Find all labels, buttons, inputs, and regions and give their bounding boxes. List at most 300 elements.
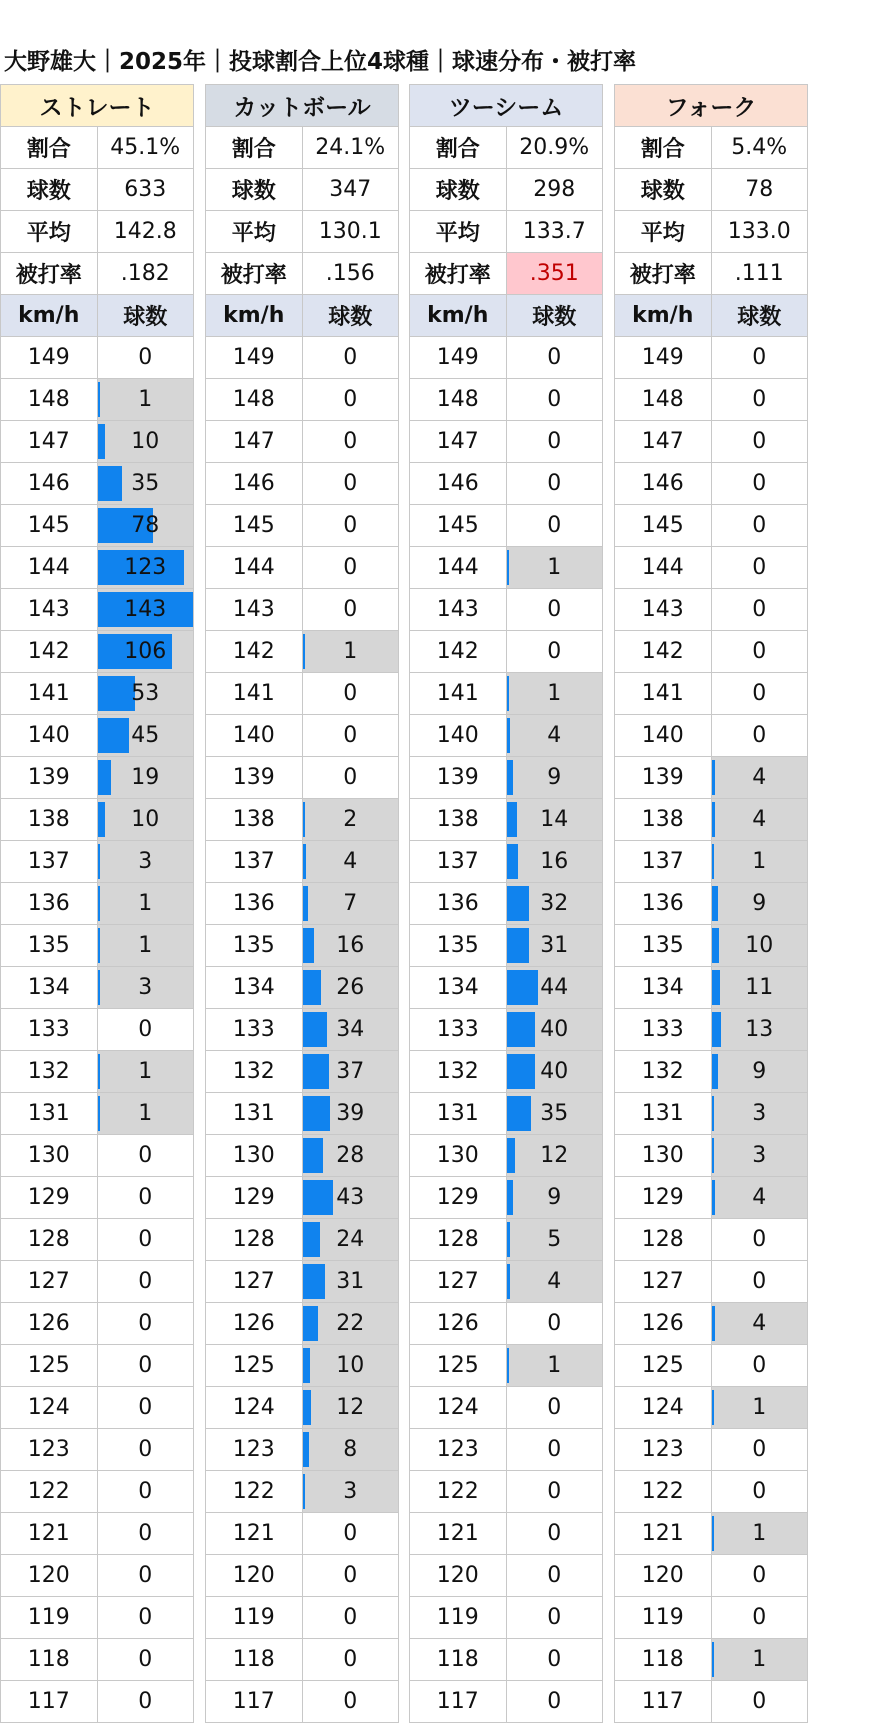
pitch-name: カットボール: [206, 85, 399, 127]
count-value: 5: [547, 1227, 562, 1252]
count-bar: [98, 970, 100, 1005]
table-row: [1, 589, 194, 631]
count-bar: [303, 1348, 310, 1383]
speed-cell: 148: [1, 379, 98, 421]
count-value: 0: [343, 597, 358, 622]
pitch-table: [205, 84, 399, 1723]
count-cell: [506, 547, 603, 589]
table-row: [206, 421, 399, 463]
count-value: 0: [138, 1605, 153, 1630]
count-value: 31: [540, 933, 569, 958]
count-value: 13: [745, 1017, 774, 1042]
count-bar: [507, 1012, 535, 1047]
speed-cell: 140: [615, 715, 712, 757]
count-cell: [711, 1261, 808, 1303]
speed-cell: 128: [206, 1219, 303, 1261]
count-value: 0: [547, 639, 562, 664]
count-value: 0: [343, 471, 358, 496]
count-value: 12: [336, 1395, 365, 1420]
count-bar: [98, 1096, 100, 1131]
count-value: 0: [752, 555, 767, 580]
count-cell: [506, 1345, 603, 1387]
count-cell: [506, 715, 603, 757]
stat-label: 被打率: [410, 253, 507, 295]
speed-cell: 139: [410, 757, 507, 799]
count-cell: [711, 1471, 808, 1513]
speed-cell: 123: [410, 1429, 507, 1471]
count-value: 9: [752, 891, 767, 916]
speed-cell: 121: [615, 1513, 712, 1555]
speed-cell: 118: [410, 1639, 507, 1681]
table-row: [615, 1345, 808, 1387]
count-cell: [711, 925, 808, 967]
speed-cell: 135: [1, 925, 98, 967]
stat-value-ratio: 5.4%: [711, 127, 808, 169]
count-cell: [506, 1555, 603, 1597]
table-row: [1, 1261, 194, 1303]
stat-label: 割合: [410, 127, 507, 169]
table-row: [410, 1177, 603, 1219]
table-row: [206, 1345, 399, 1387]
count-value: 0: [752, 513, 767, 538]
speed-cell: 141: [1, 673, 98, 715]
count-cell: [97, 589, 194, 631]
table-row: [1, 1429, 194, 1471]
count-cell: [711, 1009, 808, 1051]
table-row: [615, 1303, 808, 1345]
speed-cell: 132: [615, 1051, 712, 1093]
table-row: [1, 1093, 194, 1135]
table-row: [206, 547, 399, 589]
table-row: [1, 1345, 194, 1387]
speed-cell: 126: [615, 1303, 712, 1345]
count-cell: [97, 421, 194, 463]
count-cell: [97, 883, 194, 925]
count-value: 43: [336, 1185, 365, 1210]
speed-cell: 148: [410, 379, 507, 421]
count-value: 0: [343, 1689, 358, 1714]
count-cell: [302, 547, 399, 589]
table-row: [615, 1051, 808, 1093]
count-value: 0: [752, 639, 767, 664]
count-value: 0: [547, 1521, 562, 1546]
count-column-header: 球数: [711, 295, 808, 337]
count-cell: [97, 1135, 194, 1177]
speed-cell: 149: [615, 337, 712, 379]
table-row: [206, 1639, 399, 1681]
speed-cell: 137: [615, 841, 712, 883]
table-row: [206, 1093, 399, 1135]
count-bar: [712, 1642, 714, 1677]
speed-cell: 128: [410, 1219, 507, 1261]
speed-cell: 140: [410, 715, 507, 757]
speed-cell: 142: [206, 631, 303, 673]
count-value: 0: [343, 1605, 358, 1630]
count-bar: [712, 1054, 718, 1089]
table-row: [615, 1009, 808, 1051]
speed-cell: 117: [615, 1681, 712, 1723]
table-row: [206, 1261, 399, 1303]
table-row: [206, 631, 399, 673]
stat-label: 平均: [410, 211, 507, 253]
speed-cell: 128: [615, 1219, 712, 1261]
speed-cell: 124: [615, 1387, 712, 1429]
count-cell: [506, 883, 603, 925]
count-bar: [507, 1096, 531, 1131]
table-row: [410, 673, 603, 715]
count-cell: [711, 1177, 808, 1219]
count-cell: [506, 1093, 603, 1135]
count-cell: [302, 631, 399, 673]
count-value: 0: [752, 429, 767, 454]
count-value: 44: [540, 975, 569, 1000]
speed-cell: 125: [1, 1345, 98, 1387]
stat-label: 平均: [1, 211, 98, 253]
table-row: [1, 379, 194, 421]
stat-label: 球数: [615, 169, 712, 211]
count-cell: [97, 1681, 194, 1723]
count-value: 1: [138, 1101, 153, 1126]
table-row: [615, 421, 808, 463]
count-bar: [712, 1138, 714, 1173]
table-row: [615, 1135, 808, 1177]
count-value: 0: [547, 1689, 562, 1714]
count-bar: [303, 970, 321, 1005]
count-value: 26: [336, 975, 365, 1000]
table-row: [206, 673, 399, 715]
speed-cell: 148: [206, 379, 303, 421]
speed-cell: 132: [410, 1051, 507, 1093]
count-bar: [98, 382, 100, 417]
count-value: 0: [752, 1605, 767, 1630]
speed-cell: 144: [410, 547, 507, 589]
speed-cell: 138: [410, 799, 507, 841]
table-row: [1, 337, 194, 379]
count-value: 0: [138, 1521, 153, 1546]
count-cell: [711, 1093, 808, 1135]
count-value: 123: [124, 555, 167, 580]
table-row: [615, 337, 808, 379]
speed-cell: 129: [410, 1177, 507, 1219]
speed-cell: 146: [206, 463, 303, 505]
count-bar: [507, 1264, 510, 1299]
speed-cell: 127: [410, 1261, 507, 1303]
count-bar: [712, 1012, 721, 1047]
speed-cell: 122: [206, 1471, 303, 1513]
count-value: 0: [547, 1395, 562, 1420]
speed-cell: 137: [206, 841, 303, 883]
count-value: 0: [343, 1647, 358, 1672]
count-cell: [302, 1639, 399, 1681]
stat-value-hit-rate: .111: [711, 253, 808, 295]
count-value: 0: [138, 345, 153, 370]
count-cell: [97, 547, 194, 589]
count-cell: [711, 1219, 808, 1261]
count-value: 0: [138, 1437, 153, 1462]
speed-cell: 142: [1, 631, 98, 673]
speed-cell: 117: [410, 1681, 507, 1723]
count-value: 2: [343, 807, 358, 832]
table-row: [410, 1387, 603, 1429]
count-value: 40: [540, 1059, 569, 1084]
table-row: [1, 1555, 194, 1597]
count-cell: [97, 1513, 194, 1555]
count-bar: [712, 1516, 714, 1551]
table-row: [206, 1429, 399, 1471]
table-row: [206, 1303, 399, 1345]
table-row: [410, 1555, 603, 1597]
count-cell: [302, 1303, 399, 1345]
speed-cell: 135: [410, 925, 507, 967]
count-bar: [712, 1096, 714, 1131]
count-cell: [302, 925, 399, 967]
count-bar: [303, 844, 306, 879]
count-value: 24: [336, 1227, 365, 1252]
speed-cell: 135: [615, 925, 712, 967]
stat-value-avg: 130.1: [302, 211, 399, 253]
count-bar: [507, 928, 529, 963]
table-row: [615, 715, 808, 757]
stat-label: 被打率: [1, 253, 98, 295]
count-bar: [303, 1012, 327, 1047]
table-row: [410, 631, 603, 673]
count-value: 53: [131, 681, 160, 706]
count-cell: [711, 841, 808, 883]
count-cell: [506, 1177, 603, 1219]
table-row: [615, 673, 808, 715]
speed-cell: 121: [206, 1513, 303, 1555]
table-row: [206, 1051, 399, 1093]
count-value: 1: [752, 849, 767, 874]
count-value: 4: [752, 765, 767, 790]
speed-cell: 119: [1, 1597, 98, 1639]
count-cell: [97, 799, 194, 841]
table-row: [1, 1639, 194, 1681]
count-bar: [712, 970, 720, 1005]
count-bar: [507, 802, 517, 837]
table-row: [615, 1177, 808, 1219]
speed-cell: 133: [1, 1009, 98, 1051]
count-cell: [302, 1177, 399, 1219]
table-row: [410, 589, 603, 631]
count-value: 4: [343, 849, 358, 874]
count-cell: [302, 883, 399, 925]
count-value: 106: [124, 639, 167, 664]
speed-cell: 135: [206, 925, 303, 967]
stat-label: 被打率: [615, 253, 712, 295]
count-value: 0: [138, 1185, 153, 1210]
count-value: 3: [752, 1101, 767, 1126]
table-row: [1, 799, 194, 841]
speed-cell: 127: [615, 1261, 712, 1303]
table-row: [410, 1597, 603, 1639]
speed-cell: 124: [410, 1387, 507, 1429]
speed-cell: 132: [1, 1051, 98, 1093]
stat-label: 平均: [615, 211, 712, 253]
count-cell: [711, 1681, 808, 1723]
table-row: [206, 1597, 399, 1639]
stat-value-count: 78: [711, 169, 808, 211]
count-cell: [97, 1009, 194, 1051]
count-cell: [97, 1597, 194, 1639]
table-row: [1, 1597, 194, 1639]
table-row: [615, 463, 808, 505]
speed-cell: 146: [1, 463, 98, 505]
count-cell: [302, 799, 399, 841]
count-cell: [506, 757, 603, 799]
count-bar: [98, 676, 135, 711]
count-cell: [302, 757, 399, 799]
count-cell: [97, 1387, 194, 1429]
stat-value-avg: 142.8: [97, 211, 194, 253]
table-row: [410, 799, 603, 841]
speed-cell: 117: [206, 1681, 303, 1723]
count-value: 0: [547, 1605, 562, 1630]
count-cell: [302, 967, 399, 1009]
speed-cell: 141: [206, 673, 303, 715]
speed-cell: 119: [410, 1597, 507, 1639]
count-cell: [302, 841, 399, 883]
count-value: 0: [547, 1563, 562, 1588]
count-bar: [303, 1054, 329, 1089]
count-cell: [711, 757, 808, 799]
table-row: [1, 841, 194, 883]
count-value: 32: [540, 891, 569, 916]
count-value: 0: [752, 1563, 767, 1588]
count-cell: [97, 1471, 194, 1513]
count-value: 1: [547, 555, 562, 580]
speed-cell: 132: [206, 1051, 303, 1093]
speed-cell: 146: [410, 463, 507, 505]
count-value: 0: [138, 1689, 153, 1714]
table-row: [1, 967, 194, 1009]
count-cell: [711, 631, 808, 673]
speed-cell: 143: [410, 589, 507, 631]
count-value: 1: [138, 387, 153, 412]
count-value: 0: [752, 597, 767, 622]
count-cell: [506, 925, 603, 967]
speed-cell: 145: [206, 505, 303, 547]
table-row: [410, 337, 603, 379]
count-value: 7: [343, 891, 358, 916]
count-value: 0: [138, 1311, 153, 1336]
count-cell: [97, 1429, 194, 1471]
count-value: 10: [336, 1353, 365, 1378]
speed-cell: 145: [1, 505, 98, 547]
count-cell: [506, 841, 603, 883]
count-value: 0: [343, 681, 358, 706]
count-cell: [97, 463, 194, 505]
count-cell: [97, 505, 194, 547]
count-bar: [507, 760, 513, 795]
count-value: 9: [752, 1059, 767, 1084]
table-row: [410, 715, 603, 757]
speed-cell: 138: [1, 799, 98, 841]
count-value: 0: [547, 1437, 562, 1462]
speed-cell: 131: [1, 1093, 98, 1135]
count-cell: [97, 1051, 194, 1093]
count-value: 4: [752, 1311, 767, 1336]
table-row: [615, 1219, 808, 1261]
count-bar: [712, 760, 715, 795]
speed-cell: 134: [206, 967, 303, 1009]
count-cell: [506, 505, 603, 547]
speed-cell: 134: [615, 967, 712, 1009]
count-cell: [506, 1009, 603, 1051]
count-value: 9: [547, 1185, 562, 1210]
speed-cell: 131: [615, 1093, 712, 1135]
speed-cell: 125: [206, 1345, 303, 1387]
count-bar: [98, 844, 100, 879]
table-row: [206, 1009, 399, 1051]
speed-cell: 134: [1, 967, 98, 1009]
count-value: 0: [547, 1479, 562, 1504]
table-row: [206, 1219, 399, 1261]
count-bar: [303, 1180, 333, 1215]
count-value: 0: [138, 1017, 153, 1042]
pitch-name: フォーク: [615, 85, 808, 127]
table-row: [615, 925, 808, 967]
stat-value-hit-rate: .182: [97, 253, 194, 295]
count-cell: [302, 1429, 399, 1471]
stat-label: 割合: [1, 127, 98, 169]
speed-cell: 122: [615, 1471, 712, 1513]
count-bar: [507, 1138, 515, 1173]
table-row: [206, 463, 399, 505]
count-value: 37: [336, 1059, 365, 1084]
count-value: 11: [745, 975, 774, 1000]
table-row: [206, 925, 399, 967]
count-cell: [97, 1639, 194, 1681]
table-row: [615, 799, 808, 841]
count-value: 1: [752, 1395, 767, 1420]
speed-cell: 130: [615, 1135, 712, 1177]
count-cell: [302, 715, 399, 757]
table-row: [615, 757, 808, 799]
count-cell: [302, 1261, 399, 1303]
count-value: 0: [138, 1143, 153, 1168]
speed-column-header: km/h: [206, 295, 303, 337]
table-row: [206, 841, 399, 883]
speed-cell: 127: [206, 1261, 303, 1303]
table-row: [615, 967, 808, 1009]
count-value: 1: [138, 1059, 153, 1084]
speed-cell: 126: [206, 1303, 303, 1345]
speed-cell: 124: [1, 1387, 98, 1429]
speed-cell: 139: [206, 757, 303, 799]
count-value: 0: [752, 1269, 767, 1294]
stat-value-ratio: 20.9%: [506, 127, 603, 169]
count-cell: [97, 925, 194, 967]
count-value: 10: [131, 429, 160, 454]
count-cell: [711, 379, 808, 421]
count-cell: [506, 1681, 603, 1723]
speed-cell: 144: [615, 547, 712, 589]
count-bar: [507, 886, 529, 921]
count-value: 0: [547, 471, 562, 496]
count-cell: [302, 1681, 399, 1723]
count-bar: [712, 802, 715, 837]
count-cell: [97, 379, 194, 421]
table-row: [615, 841, 808, 883]
table-row: [615, 1387, 808, 1429]
table-row: [206, 1135, 399, 1177]
table-row: [410, 1093, 603, 1135]
table-row: [1, 1471, 194, 1513]
count-bar: [507, 1222, 510, 1257]
table-row: [1, 757, 194, 799]
count-bar: [507, 718, 510, 753]
